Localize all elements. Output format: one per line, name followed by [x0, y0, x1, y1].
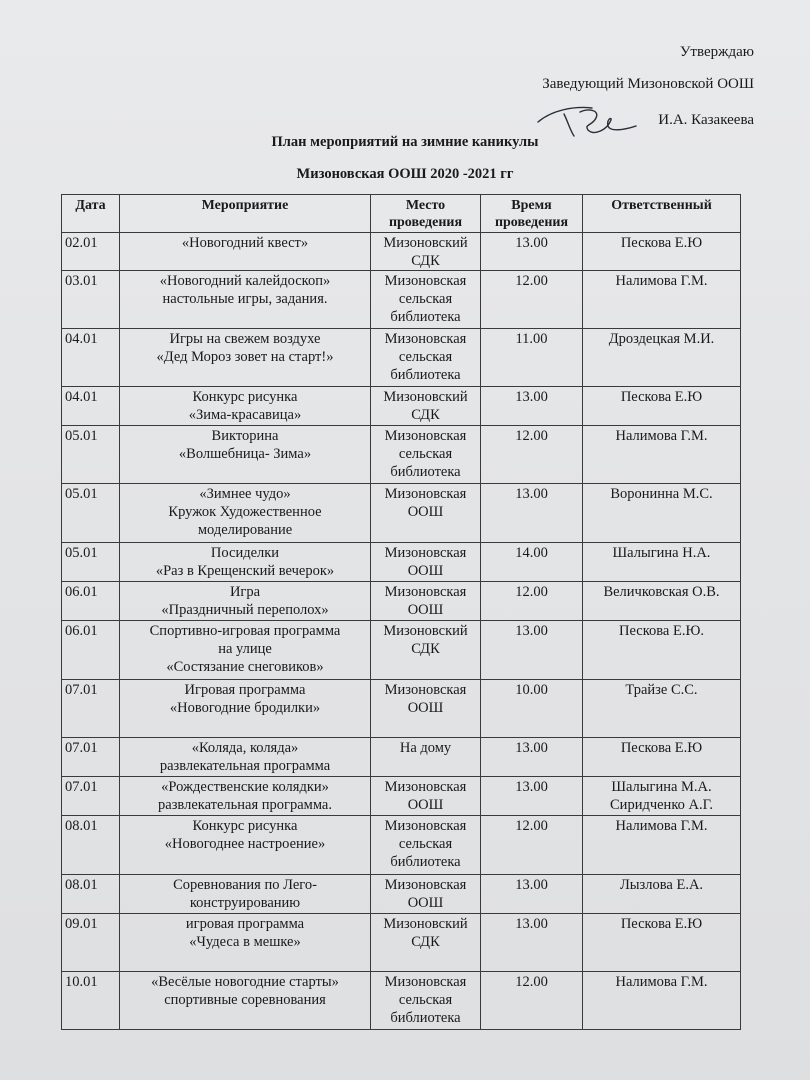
cell-date: 05.01	[62, 426, 120, 484]
cell-responsible-line: Налимова Г.М.	[615, 428, 708, 444]
cell-place-line: Мизоновская	[384, 974, 467, 990]
cell-place	[371, 582, 481, 621]
cell-place-line: ООШ	[407, 797, 444, 813]
cell-event-line: Спортивно-игровая программа	[149, 623, 341, 639]
cell-place-line: Мизоновская	[384, 486, 467, 502]
cell-responsible-line: Воронинна М.С.	[610, 486, 713, 502]
header-place: Место проведения	[371, 195, 481, 233]
document-subtitle: Мизоновская ООШ 2020 -2021 гг	[296, 166, 514, 182]
cell-time: 12.00	[481, 426, 583, 484]
table-row	[62, 816, 741, 875]
cell-time: 12.00	[481, 972, 583, 1030]
cell-place	[371, 426, 481, 484]
cell-event-line: конструированию	[189, 895, 301, 911]
header-time: Время проведения	[481, 195, 583, 233]
cell-time: 12.00	[481, 582, 583, 621]
cell-place-line: ООШ	[407, 504, 444, 520]
cell-place-line: Мизоновский	[383, 916, 468, 932]
cell-place-line: Мизоновская	[384, 273, 467, 289]
cell-place-line: библиотека	[390, 854, 461, 870]
cell-place	[371, 914, 481, 972]
cell-responsible-line: Налимова Г.М.	[615, 818, 708, 834]
cell-time: 13.00	[481, 914, 583, 972]
cell-event-line: спортивные соревнования	[164, 992, 326, 1008]
cell-responsible-line: Пескова Е.Ю	[620, 235, 703, 251]
cell-place-line: Мизоновская	[384, 682, 467, 698]
cell-event-line: Викторина	[211, 428, 279, 444]
approval-block	[434, 36, 754, 140]
cell-event-line: Игра	[229, 584, 261, 600]
cell-event-line: Игровая программа	[184, 682, 306, 698]
cell-place-line: Мизоновская	[384, 877, 467, 893]
cell-date: 02.01	[62, 233, 120, 271]
approver-position: Заведующий Мизоновской ООШ	[542, 76, 754, 92]
cell-date: 07.01	[62, 777, 120, 816]
cell-event-line: «Новогоднее настроение»	[164, 836, 326, 852]
cell-place	[371, 233, 481, 271]
cell-responsible	[583, 680, 741, 738]
cell-responsible-line: Лызлова Е.А.	[619, 877, 704, 893]
cell-responsible	[583, 972, 741, 1030]
cell-time: 11.00	[481, 329, 583, 387]
cell-date: 04.01	[62, 329, 120, 387]
document-title: План мероприятий на зимние каникулы	[271, 134, 539, 150]
header-responsible: Ответственный	[583, 195, 741, 233]
cell-place-line: На дому	[399, 740, 452, 756]
cell-responsible-line: Сиридченко А.Г.	[610, 797, 713, 813]
cell-responsible-line: Налимова Г.М.	[615, 273, 708, 289]
cell-event	[120, 875, 371, 914]
cell-responsible	[583, 233, 741, 271]
cell-event-line: Конкурс рисунка	[192, 818, 298, 834]
cell-place-line: Мизоновская	[384, 428, 467, 444]
cell-event-line: «Волшебница- Зима»	[178, 446, 312, 462]
cell-responsible	[583, 777, 741, 816]
cell-date: 05.01	[62, 543, 120, 582]
cell-event	[120, 271, 371, 329]
cell-event-line: Кружок Художественное	[168, 504, 322, 520]
cell-responsible-line: Шалыгина Н.А.	[612, 545, 711, 561]
cell-event-line: «Состязание снеговиков»	[166, 659, 324, 675]
table-row	[62, 875, 741, 914]
cell-date: 09.01	[62, 914, 120, 972]
table-row	[62, 621, 741, 680]
cell-event-line: Посиделки	[210, 545, 280, 561]
cell-place-line: ООШ	[407, 895, 444, 911]
cell-event	[120, 582, 371, 621]
cell-time: 13.00	[481, 484, 583, 543]
cell-place-line: Мизоновский	[383, 389, 468, 405]
cell-responsible-line: Величковская О.В.	[603, 584, 720, 600]
cell-place-line: Мизоновская	[384, 545, 467, 561]
cell-responsible-line: Трайзе С.С.	[625, 682, 698, 698]
cell-responsible-line: Пескова Е.Ю.	[619, 623, 704, 639]
cell-event-line: «Праздничный переполох»	[161, 602, 329, 618]
cell-place	[371, 738, 481, 777]
cell-event-line: «Новогодние бродилки»	[169, 700, 321, 716]
cell-responsible	[583, 387, 741, 426]
cell-place	[371, 271, 481, 329]
cell-date: 07.01	[62, 680, 120, 738]
cell-event-line: Игры на свежем воздухе	[169, 331, 321, 347]
cell-event-line: «Коляда, коляда»	[191, 740, 299, 756]
cell-event	[120, 543, 371, 582]
cell-event-line: «Весёлые новогодние старты»	[151, 974, 339, 990]
cell-place-line: сельская	[398, 836, 453, 852]
cell-place-line: Мизоновский	[383, 235, 468, 251]
cell-place-line: библиотека	[390, 464, 461, 480]
cell-time: 12.00	[481, 271, 583, 329]
cell-place	[371, 543, 481, 582]
cell-date: 06.01	[62, 621, 120, 680]
cell-place	[371, 484, 481, 543]
cell-event	[120, 680, 371, 738]
table-row	[62, 233, 741, 271]
cell-place-line: сельская	[398, 446, 453, 462]
cell-place	[371, 777, 481, 816]
cell-event-line: «Зимнее чудо»	[199, 486, 291, 502]
cell-date: 04.01	[62, 387, 120, 426]
cell-event-line: «Зима-красавица»	[188, 407, 302, 423]
cell-time: 14.00	[481, 543, 583, 582]
cell-date: 10.01	[62, 972, 120, 1030]
cell-place	[371, 621, 481, 680]
cell-place	[371, 329, 481, 387]
cell-place-line: Мизоновская	[384, 818, 467, 834]
cell-responsible-line: Налимова Г.М.	[615, 974, 708, 990]
cell-place-line: СДК	[411, 253, 440, 269]
approval-label: Утверждаю	[679, 44, 754, 60]
cell-responsible	[583, 426, 741, 484]
cell-responsible-line: Шалыгина М.А.	[611, 779, 712, 795]
cell-event-line: развлекательная программа	[159, 758, 331, 774]
cell-place-line: ООШ	[407, 602, 444, 618]
cell-event	[120, 387, 371, 426]
table-body	[62, 233, 741, 1030]
table-row	[62, 329, 741, 387]
cell-event-line: моделирование	[197, 522, 293, 538]
cell-responsible	[583, 816, 741, 875]
cell-event-line: «Дед Мороз зовет на старт!»	[156, 349, 334, 365]
cell-event	[120, 777, 371, 816]
cell-place-line: ООШ	[407, 563, 444, 579]
cell-event	[120, 484, 371, 543]
table-row	[62, 543, 741, 582]
table-row	[62, 426, 741, 484]
cell-time: 13.00	[481, 738, 583, 777]
table-row	[62, 387, 741, 426]
cell-event	[120, 972, 371, 1030]
table-row	[62, 680, 741, 738]
cell-place-line: ООШ	[407, 700, 444, 716]
cell-responsible	[583, 543, 741, 582]
table-header-row	[62, 195, 741, 233]
table-row	[62, 777, 741, 816]
table-row	[62, 582, 741, 621]
cell-place-line: библиотека	[390, 1010, 461, 1026]
cell-place-line: СДК	[411, 641, 440, 657]
cell-responsible	[583, 582, 741, 621]
cell-event-line: «Новогодний квест»	[181, 235, 309, 251]
table-row	[62, 738, 741, 777]
cell-date: 08.01	[62, 816, 120, 875]
table-row	[62, 972, 741, 1030]
cell-place-line: Мизоновская	[384, 331, 467, 347]
cell-place-line: СДК	[411, 934, 440, 950]
cell-place-line: Мизоновская	[384, 779, 467, 795]
cell-date: 06.01	[62, 582, 120, 621]
cell-time: 13.00	[481, 621, 583, 680]
cell-date: 05.01	[62, 484, 120, 543]
cell-place-line: библиотека	[390, 367, 461, 383]
cell-event	[120, 816, 371, 875]
cell-responsible	[583, 621, 741, 680]
cell-place	[371, 972, 481, 1030]
cell-event	[120, 621, 371, 680]
header-event: Мероприятие	[120, 195, 371, 233]
cell-time: 10.00	[481, 680, 583, 738]
cell-time: 13.00	[481, 777, 583, 816]
cell-responsible	[583, 914, 741, 972]
cell-place-line: СДК	[411, 407, 440, 423]
cell-place-line: сельская	[398, 291, 453, 307]
cell-event-line: Конкурс рисунка	[192, 389, 298, 405]
approver-name: И.А. Казакеева	[658, 112, 754, 128]
cell-place	[371, 680, 481, 738]
cell-event	[120, 233, 371, 271]
cell-event-line: Соревнования по Лего-	[173, 877, 317, 893]
table-row	[62, 484, 741, 543]
cell-event	[120, 426, 371, 484]
cell-responsible-line: Пескова Е.Ю	[620, 389, 703, 405]
cell-event-line: настольные игры, задания.	[162, 291, 328, 307]
cell-place-line: сельская	[398, 992, 453, 1008]
cell-event-line: развлекательная программа.	[158, 797, 332, 813]
cell-event-line: «Новогодний калейдоскоп»	[159, 273, 331, 289]
cell-responsible	[583, 329, 741, 387]
cell-place-line: сельская	[398, 349, 453, 365]
cell-event-line: на улице	[218, 641, 272, 657]
events-table	[61, 194, 741, 1030]
cell-event	[120, 738, 371, 777]
cell-event-line: «Раз в Крещенский вечерок»	[155, 563, 335, 579]
cell-responsible-line: Пескова Е.Ю	[620, 740, 703, 756]
cell-time: 13.00	[481, 875, 583, 914]
cell-responsible	[583, 875, 741, 914]
header-date: Дата	[62, 195, 120, 233]
cell-place-line: библиотека	[390, 309, 461, 325]
cell-responsible-line: Дроздецкая М.И.	[608, 331, 715, 347]
cell-responsible-line: Пескова Е.Ю	[620, 916, 703, 932]
cell-responsible	[583, 271, 741, 329]
cell-date: 07.01	[62, 738, 120, 777]
cell-time: 13.00	[481, 233, 583, 271]
cell-place-line: Мизоновский	[383, 623, 468, 639]
cell-event	[120, 914, 371, 972]
cell-place	[371, 875, 481, 914]
cell-responsible	[583, 484, 741, 543]
cell-responsible	[583, 738, 741, 777]
cell-event	[120, 329, 371, 387]
cell-time: 13.00	[481, 387, 583, 426]
cell-date: 03.01	[62, 271, 120, 329]
table-row	[62, 271, 741, 329]
cell-place-line: Мизоновская	[384, 584, 467, 600]
cell-event-line: «Рождественские колядки»	[161, 779, 329, 795]
cell-place	[371, 387, 481, 426]
cell-time: 12.00	[481, 816, 583, 875]
cell-event-line: игровая программа	[185, 916, 305, 932]
cell-event-line: «Чудеса в мешке»	[189, 934, 301, 950]
cell-date: 08.01	[62, 875, 120, 914]
cell-place	[371, 816, 481, 875]
table-row	[62, 914, 741, 972]
